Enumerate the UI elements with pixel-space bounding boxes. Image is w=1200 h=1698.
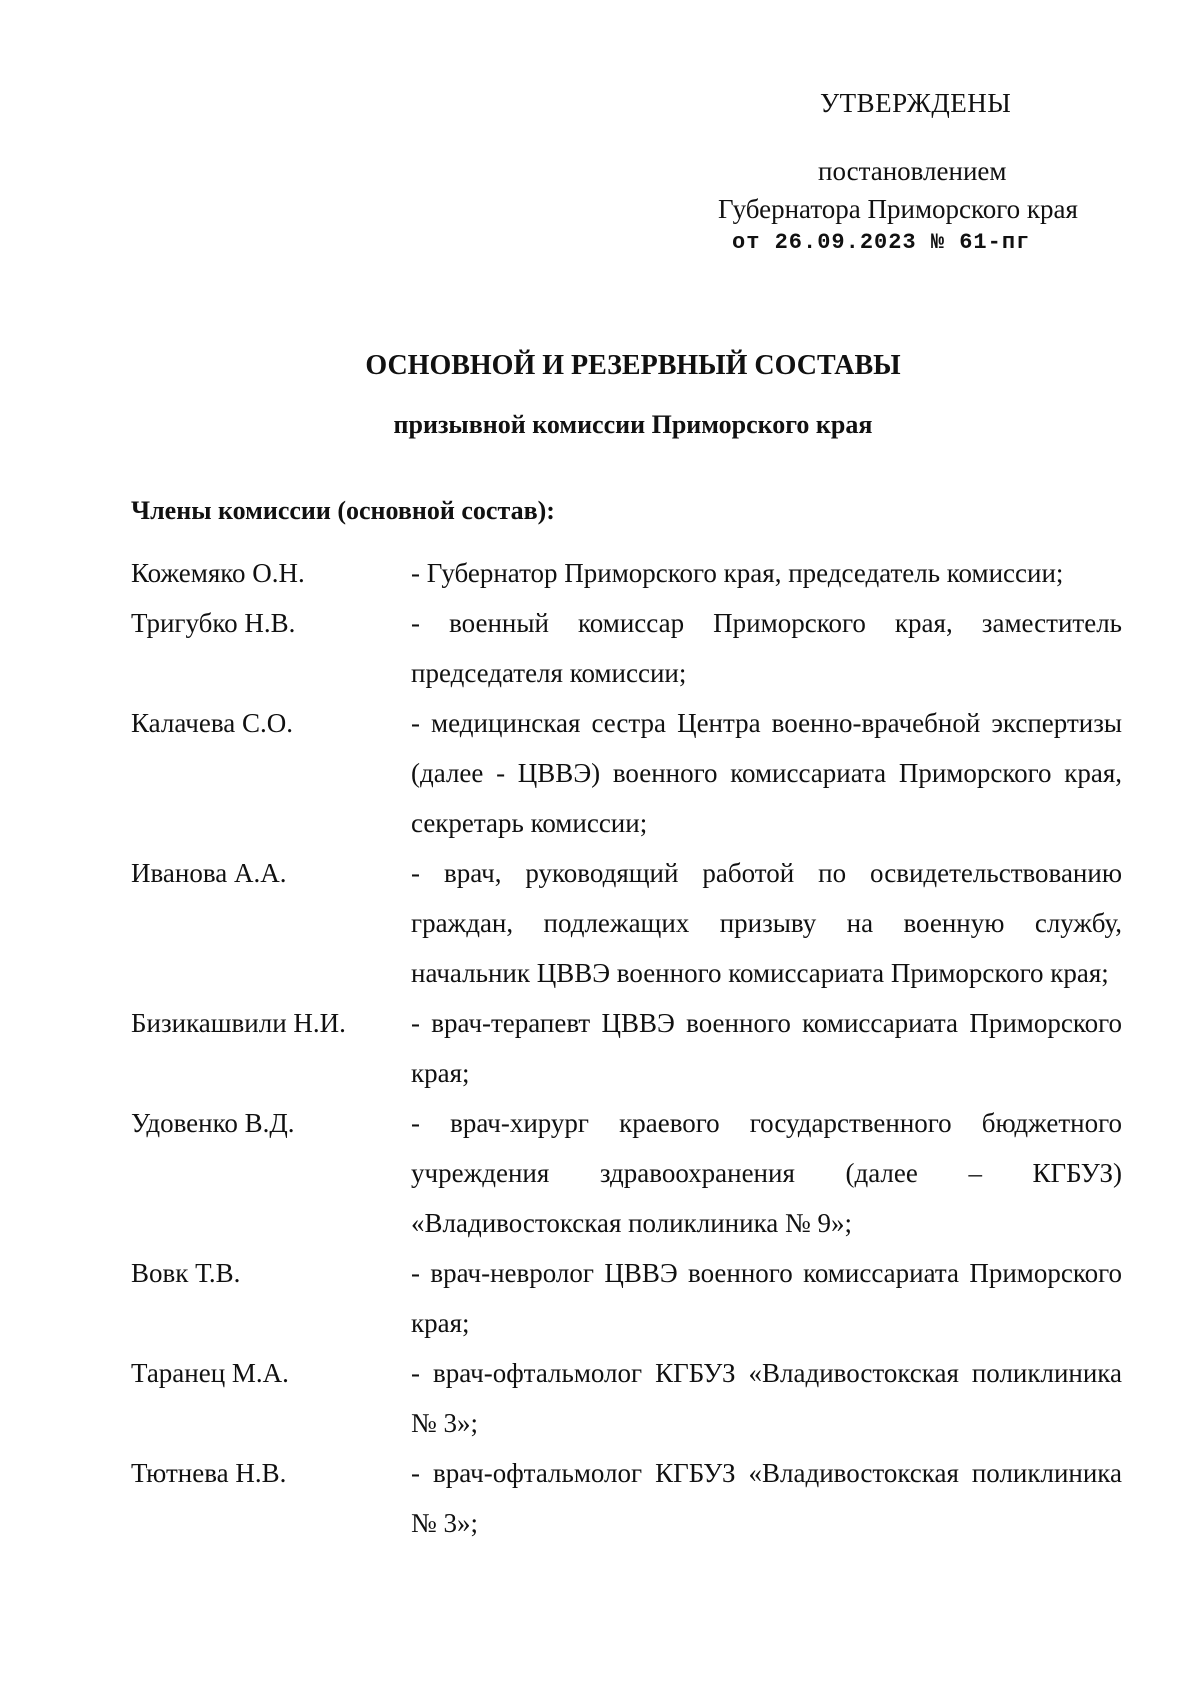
- approval-decree-label: постановлением: [818, 156, 1007, 186]
- approval-block: [700, 152, 1120, 258]
- approval-issuer: Губернатора Приморского края: [718, 194, 1078, 224]
- members-list: [131, 548, 1122, 1548]
- approval-date-number: от 26.09.2023 № 61-пг: [732, 230, 1031, 255]
- section-heading: Члены комиссии (основной состав):: [131, 496, 555, 525]
- member-row: [131, 998, 1122, 1098]
- member-row: [131, 848, 1122, 998]
- member-name: Таранец М.А.: [131, 1358, 289, 1388]
- member-name: Кожемяко О.Н.: [131, 558, 305, 588]
- member-row: [131, 1448, 1122, 1548]
- member-name: Тютнева Н.В.: [131, 1458, 287, 1488]
- member-role: - врач-хирург краевого государственного бюджетного учреждения здравоохранения (далее – КГБУЗ) «Владивостокская поликлиника № 9»;: [411, 1108, 1122, 1238]
- member-role: - медицинская сестра Центра военно-врачебной экспертизы (далее - ЦВВЭ) военного комиссариата Приморского края, секретарь комиссии;: [411, 708, 1122, 838]
- member-name: Иванова А.А.: [131, 858, 287, 888]
- member-row: [131, 598, 1122, 698]
- member-name: Тригубко Н.В.: [131, 608, 296, 638]
- member-row: [131, 548, 1122, 598]
- member-role: - военный комиссар Приморского края, заместитель председателя комиссии;: [411, 608, 1122, 688]
- member-name: Бизикашвили Н.И.: [131, 1008, 346, 1038]
- approval-title: УТВЕРЖДЕНЫ: [820, 88, 1012, 118]
- document-subtitle: призывной комиссии Приморского края: [393, 410, 873, 439]
- member-row: [131, 1098, 1122, 1248]
- member-row: [131, 1348, 1122, 1448]
- member-row: [131, 1248, 1122, 1348]
- member-role: - врач-офтальмолог КГБУЗ «Владивостокская поликлиника № 3»;: [411, 1458, 1122, 1538]
- member-role: - врач, руководящий работой по освидетельствованию граждан, подлежащих призыву на военную службу, начальник ЦВВЭ военного комиссариата Приморского края;: [411, 858, 1122, 988]
- member-role: - врач-невролог ЦВВЭ военного комиссариата Приморского края;: [411, 1258, 1122, 1338]
- member-role: - врач-офтальмолог КГБУЗ «Владивостокская поликлиника № 3»;: [411, 1358, 1122, 1438]
- member-role: - врач-терапевт ЦВВЭ военного комиссариата Приморского края;: [411, 1008, 1122, 1088]
- member-name: Вовк Т.В.: [131, 1258, 241, 1288]
- document-title: ОСНОВНОЙ И РЕЗЕРВНЫЙ СОСТАВЫ: [365, 350, 901, 381]
- member-name: Удовенко В.Д.: [131, 1108, 295, 1138]
- member-row: [131, 698, 1122, 848]
- member-name: Калачева С.О.: [131, 708, 293, 738]
- member-role: - Губернатор Приморского края, председатель комиссии;: [411, 558, 1064, 588]
